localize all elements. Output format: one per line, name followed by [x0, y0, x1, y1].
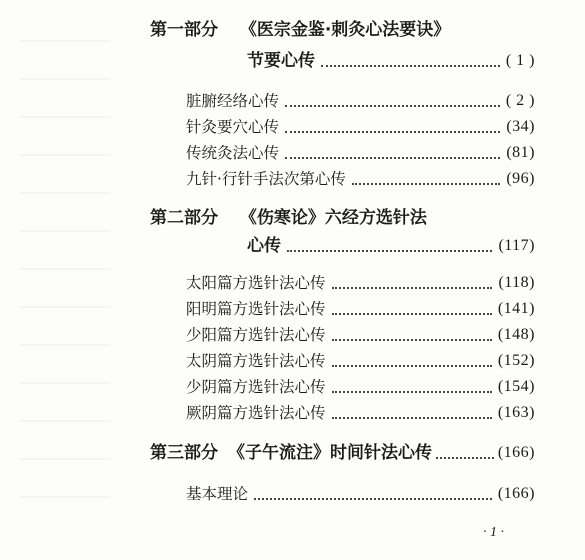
leader-dots	[332, 417, 492, 419]
leader-dots	[332, 365, 492, 367]
entry-title: 厥阴篇方选针法心传	[186, 404, 326, 422]
leader-dots	[332, 313, 492, 315]
entry-title: 少阴篇方选针法心传	[186, 378, 326, 396]
entry-page: (163)	[497, 404, 535, 421]
part3-page: (166)	[497, 444, 535, 461]
entry-page: (34)	[506, 118, 535, 135]
entry-page: (154)	[497, 378, 535, 395]
toc-entry	[186, 374, 535, 400]
part2-cont: 心传	[247, 236, 281, 256]
part1-page: ( 1 )	[505, 52, 535, 69]
leader-dots	[332, 287, 493, 289]
leader-dots	[352, 183, 500, 185]
entry-page: (118)	[498, 274, 535, 291]
leader-dots	[285, 157, 500, 159]
leader-dots	[254, 498, 492, 500]
entry-title: 九针·行针手法次第心传	[186, 170, 346, 188]
part2-heading	[150, 205, 427, 231]
entry-title: 少阳篇方选针法心传	[186, 326, 326, 344]
part2-heading-cont	[247, 233, 535, 259]
toc-entry	[186, 348, 535, 374]
part1-heading	[150, 17, 450, 43]
entry-title: 阳明篇方选针法心传	[186, 300, 326, 318]
part1-cont: 节要心传	[247, 51, 315, 71]
page-number: · 1 ·	[483, 525, 504, 540]
toc-entry	[186, 88, 535, 114]
leader-dots	[287, 250, 492, 252]
part3-heading	[150, 440, 535, 466]
toc-entry	[186, 166, 535, 192]
entry-title: 针灸要穴心传	[186, 118, 280, 136]
leader-dots	[332, 391, 492, 393]
toc-entry	[186, 481, 535, 507]
toc-entry	[186, 140, 535, 166]
part1-title: 《医宗金鉴·刺灸心法要诀》	[239, 20, 451, 40]
part3-title: 《子午流注》时间针法心传	[228, 443, 432, 463]
entry-title: 传统灸法心传	[186, 144, 280, 162]
entry-page: (141)	[497, 300, 535, 317]
bleed-through-shadow	[20, 40, 110, 510]
entry-page: (96)	[506, 170, 535, 187]
entry-page: (81)	[506, 144, 535, 161]
entry-page: (166)	[497, 485, 535, 502]
leader-dots	[436, 457, 494, 459]
leader-dots	[332, 339, 492, 341]
toc-entry	[186, 322, 535, 348]
part2-title: 《伤寒论》六经方选针法	[239, 208, 427, 228]
part2-label: 第二部分	[150, 208, 218, 228]
toc-entry	[186, 400, 535, 426]
leader-dots	[321, 65, 500, 67]
entry-page: ( 2 )	[505, 92, 535, 109]
entry-page: (152)	[497, 352, 535, 369]
part1-label: 第一部分	[150, 20, 218, 40]
part1-heading-cont	[247, 48, 535, 74]
leader-dots	[285, 105, 500, 107]
entry-title: 脏腑经络心传	[186, 92, 280, 110]
entry-page: (148)	[497, 326, 535, 343]
toc-entry	[186, 270, 535, 296]
entry-title: 基本理论	[186, 485, 249, 503]
leader-dots	[285, 131, 500, 133]
toc-entry	[186, 296, 535, 322]
entry-title: 太阴篇方选针法心传	[186, 352, 326, 370]
part3-label: 第三部分	[150, 443, 218, 463]
entry-title: 太阳篇方选针法心传	[186, 274, 326, 292]
part2-page: (117)	[498, 237, 535, 254]
toc-entry	[186, 114, 535, 140]
